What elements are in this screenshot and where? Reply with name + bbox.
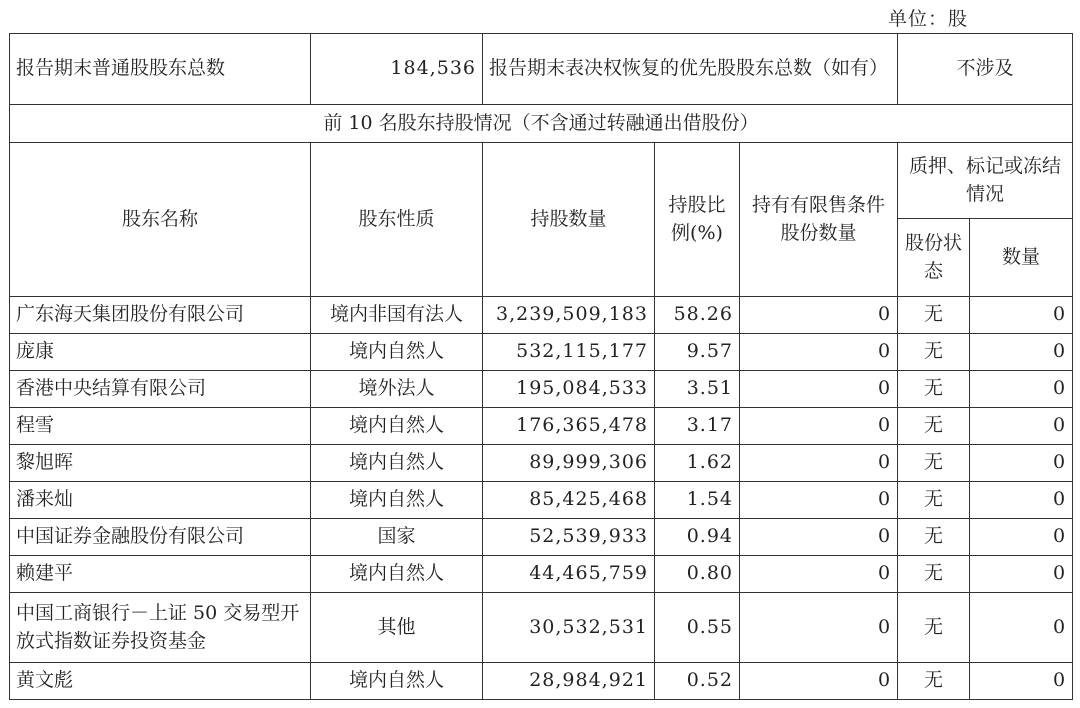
section-title-row	[10, 105, 1073, 143]
pledge-amount: 0	[970, 445, 1073, 482]
header-nature: 股东性质	[311, 143, 483, 297]
table-row	[10, 556, 1073, 593]
shares-held: 85,425,468	[483, 482, 655, 519]
table-row	[10, 297, 1073, 334]
preferred-holders-label: 报告期末表决权恢复的优先股股东总数（如有）	[483, 34, 898, 105]
table-row	[10, 371, 1073, 408]
shareholder-nature: 其他	[311, 593, 483, 663]
shares-held: 176,365,478	[483, 408, 655, 445]
restricted-shares: 0	[740, 663, 898, 700]
shareholder-nature: 境内自然人	[311, 408, 483, 445]
pledge-status: 无	[898, 556, 970, 593]
pledge-status: 无	[898, 593, 970, 663]
pledge-amount: 0	[970, 663, 1073, 700]
shareholder-name: 中国工商银行－上证 50 交易型开放式指数证券投资基金	[10, 593, 311, 663]
shareholders-table	[9, 33, 1073, 700]
holding-ratio: 58.26	[655, 297, 740, 334]
header-name: 股东名称	[10, 143, 311, 297]
header-row	[10, 143, 1073, 219]
header-restricted: 持有有限售条件股份数量	[740, 143, 898, 297]
shareholder-nature: 境内自然人	[311, 663, 483, 700]
table-row	[10, 663, 1073, 700]
table-row	[10, 445, 1073, 482]
shareholder-name: 程雪	[10, 408, 311, 445]
restricted-shares: 0	[740, 334, 898, 371]
unit-label: 单位：股	[888, 8, 969, 30]
shareholder-name: 香港中央结算有限公司	[10, 371, 311, 408]
restricted-shares: 0	[740, 371, 898, 408]
pledge-amount: 0	[970, 297, 1073, 334]
restricted-shares: 0	[740, 593, 898, 663]
pledge-status: 无	[898, 408, 970, 445]
table-row	[10, 482, 1073, 519]
pledge-amount: 0	[970, 334, 1073, 371]
shares-held: 44,465,759	[483, 556, 655, 593]
shares-held: 52,539,933	[483, 519, 655, 556]
common-holders-value: 184,536	[311, 34, 483, 105]
shareholder-nature: 境内自然人	[311, 445, 483, 482]
shareholder-name: 庞康	[10, 334, 311, 371]
shareholder-nature: 国家	[311, 519, 483, 556]
holding-ratio: 0.80	[655, 556, 740, 593]
shareholder-name: 赖建平	[10, 556, 311, 593]
common-holders-label: 报告期末普通股股东总数	[10, 34, 311, 105]
shareholder-nature: 境外法人	[311, 371, 483, 408]
preferred-holders-value: 不涉及	[898, 34, 1073, 105]
pledge-status: 无	[898, 445, 970, 482]
header-pledge: 质押、标记或冻结情况	[898, 143, 1073, 219]
pledge-status: 无	[898, 482, 970, 519]
shares-held: 3,239,509,183	[483, 297, 655, 334]
table-row	[10, 408, 1073, 445]
shares-held: 532,115,177	[483, 334, 655, 371]
pledge-amount: 0	[970, 593, 1073, 663]
header-shares: 持股数量	[483, 143, 655, 297]
shareholder-name: 黄文彪	[10, 663, 311, 700]
header-pledge-status: 股份状态	[898, 219, 970, 297]
pledge-amount: 0	[970, 371, 1073, 408]
shareholder-name: 中国证券金融股份有限公司	[10, 519, 311, 556]
holding-ratio: 0.94	[655, 519, 740, 556]
holding-ratio: 0.52	[655, 663, 740, 700]
holding-ratio: 9.57	[655, 334, 740, 371]
pledge-amount: 0	[970, 519, 1073, 556]
pledge-status: 无	[898, 663, 970, 700]
holding-ratio: 1.54	[655, 482, 740, 519]
restricted-shares: 0	[740, 297, 898, 334]
holding-ratio: 3.17	[655, 408, 740, 445]
holding-ratio: 3.51	[655, 371, 740, 408]
shareholder-nature: 境内自然人	[311, 482, 483, 519]
pledge-amount: 0	[970, 482, 1073, 519]
pledge-status: 无	[898, 297, 970, 334]
shares-held: 30,532,531	[483, 593, 655, 663]
shares-held: 89,999,306	[483, 445, 655, 482]
header-ratio: 持股比例(%)	[655, 143, 740, 297]
pledge-status: 无	[898, 519, 970, 556]
section-title: 前 10 名股东持股情况（不含通过转融通出借股份）	[10, 105, 1073, 143]
restricted-shares: 0	[740, 408, 898, 445]
shareholder-name: 广东海天集团股份有限公司	[10, 297, 311, 334]
restricted-shares: 0	[740, 445, 898, 482]
shareholder-name: 黎旭晖	[10, 445, 311, 482]
header-pledge-amount: 数量	[970, 219, 1073, 297]
pledge-status: 无	[898, 334, 970, 371]
shares-held: 28,984,921	[483, 663, 655, 700]
shareholder-name: 潘来灿	[10, 482, 311, 519]
table-row	[10, 334, 1073, 371]
restricted-shares: 0	[740, 519, 898, 556]
summary-row	[10, 34, 1073, 105]
shareholder-nature: 境内自然人	[311, 556, 483, 593]
holding-ratio: 1.62	[655, 445, 740, 482]
holding-ratio: 0.55	[655, 593, 740, 663]
shareholder-nature: 境内自然人	[311, 334, 483, 371]
restricted-shares: 0	[740, 482, 898, 519]
pledge-amount: 0	[970, 408, 1073, 445]
shareholder-nature: 境内非国有法人	[311, 297, 483, 334]
pledge-amount: 0	[970, 556, 1073, 593]
shares-held: 195,084,533	[483, 371, 655, 408]
restricted-shares: 0	[740, 556, 898, 593]
pledge-status: 无	[898, 371, 970, 408]
table-row	[10, 593, 1073, 663]
table-row	[10, 519, 1073, 556]
